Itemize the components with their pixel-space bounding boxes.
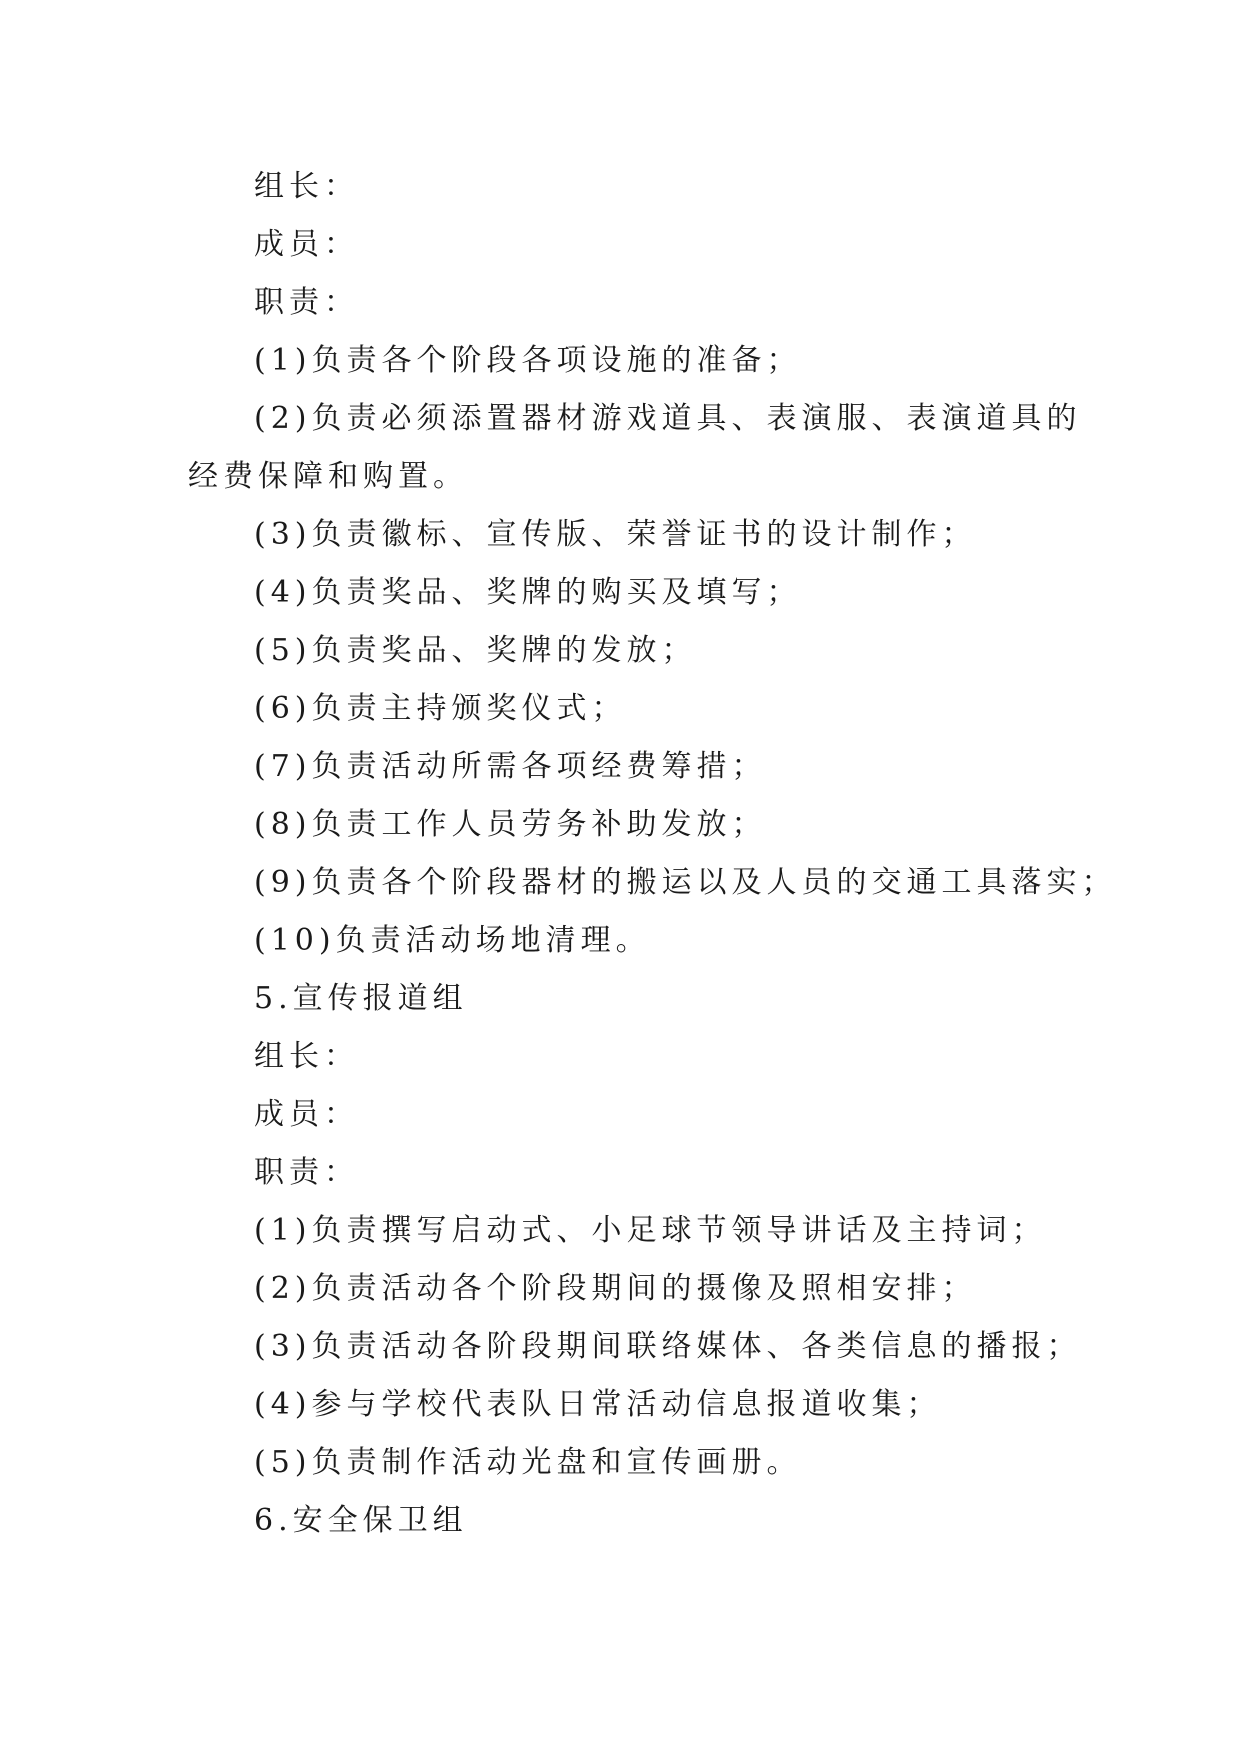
duty-item: (10)负责活动场地清理。 bbox=[254, 923, 651, 958]
duty-item: (1)负责撰写启动式、小足球节领导讲话及主持词； bbox=[254, 1213, 1047, 1248]
group-members-label: 成员： bbox=[254, 227, 359, 262]
duty-item: (9)负责各个阶段器材的搬运以及人员的交通工具落实； bbox=[254, 865, 1117, 900]
duty-item: (3)负责徽标、宣传版、荣誉证书的设计制作； bbox=[254, 517, 977, 552]
duty-item: (5)负责奖品、奖牌的发放； bbox=[254, 633, 697, 668]
duty-item: (2)负责活动各个阶段期间的摄像及照相安排； bbox=[254, 1271, 977, 1306]
section-heading: 5.宣传报道组 bbox=[254, 981, 468, 1016]
group-leader-label: 组长： bbox=[254, 1039, 359, 1074]
section-heading: 6.安全保卫组 bbox=[254, 1503, 468, 1538]
duty-item: (1)负责各个阶段各项设施的准备； bbox=[254, 343, 802, 378]
duty-item: (5)负责制作活动光盘和宣传画册。 bbox=[254, 1445, 802, 1480]
duty-item: (6)负责主持颁奖仪式； bbox=[254, 691, 627, 726]
duty-item-continuation: 经费保障和购置。 bbox=[188, 459, 468, 494]
duty-item: (2)负责必须添置器材游戏道具、表演服、表演道具的 bbox=[254, 401, 1082, 436]
group-leader-label: 组长： bbox=[254, 169, 359, 204]
duty-item: (7)负责活动所需各项经费筹措； bbox=[254, 749, 767, 784]
duty-item: (8)负责工作人员劳务补助发放； bbox=[254, 807, 767, 842]
duty-item: (3)负责活动各阶段期间联络媒体、各类信息的播报； bbox=[254, 1329, 1082, 1364]
duty-item: (4)参与学校代表队日常活动信息报道收集； bbox=[254, 1387, 942, 1422]
duties-label: 职责： bbox=[254, 285, 359, 320]
group-members-label: 成员： bbox=[254, 1097, 359, 1132]
duty-item: (4)负责奖品、奖牌的购买及填写； bbox=[254, 575, 802, 610]
duties-label: 职责： bbox=[254, 1155, 359, 1190]
document-body bbox=[188, 158, 1117, 1550]
